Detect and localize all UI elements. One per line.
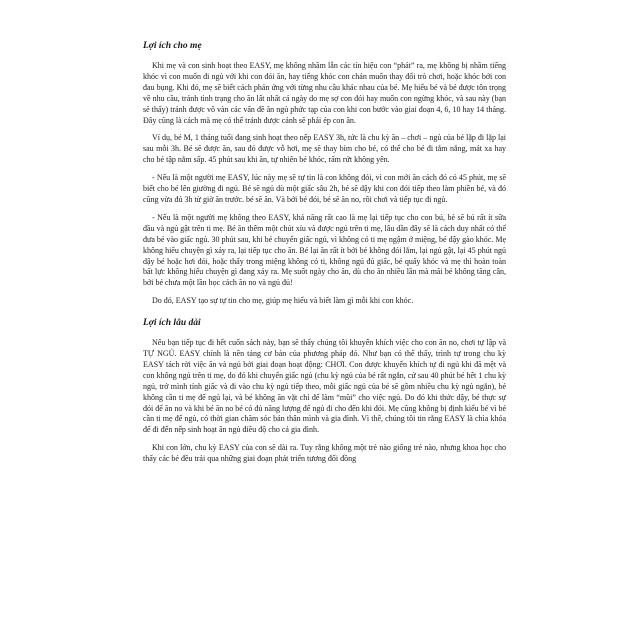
paragraph: Ví dụ, bé M, 1 tháng tuổi đang sinh hoạt theo nếp EASY 3h, tức là chu kỳ ăn – chơi – ngủ của bé lặp đi lặp lại sau mỗi 3h. Bé sẽ được ăn, sau đó được vỗ hơi, mẹ sẽ thay bỉm cho bé, có thể cho bé đi tắm nắng, mát xa hay cho bé tập nằm sấp. 45 phút sau khi ăn, tự nhiên bé khóc, rấm rứt không yên. [143, 133, 506, 165]
paragraph: Khi con lớn, chu kỳ EASY của con sẽ dài ra. Tuy rằng không một trẻ nào giống trẻ nào, nhưng khoa học cho thấy các bé đều trải qua những giai đoạn phát triển tương đối đồng [143, 443, 506, 464]
paragraph: - Nếu là một người mẹ không theo EASY, khả năng rất cao là mẹ lại tiếp tục cho con bú, bé sẽ bú rất ít sữa đầu và ngủ gật trên ti mẹ. Bé ăn thêm một chút xíu và được ngủ trên ti mẹ, lâu dần đây sẽ là cách duy nhất có thể đưa bé vào giấc ngủ. 30 phút sau, khi bé chuyển giấc ngủ, vì không có ti mẹ ngậm ở miệng, bé dậy gào khóc. Mẹ không hiểu chuyện gì xảy ra, lại tiếp tục cho ăn. Bé lại ăn rất ít bởi bé không đói lắm, lại ngủ gật, lại 45 phút ngủ dậy bé hoặc hơi đói, hoặc thấy trong miệng không có ti, không ngủ đủ giấc, bé quấy khóc và mẹ thì hoàn toàn bất lực không hiểu chuyện gì đang xảy ra. Mẹ suốt ngày cho ăn, dù cho ăn nhiều lần mà mãi bé không tăng cân, bởi bé chưa một lần học cách ăn no và ngủ đủ! [143, 212, 506, 288]
paragraph: Khi mẹ và con sinh hoạt theo EASY, mẹ không nhầm lẫn các tín hiệu con “phát” ra, mẹ không bị nhầm tiếng khóc vì con muốn đi ngủ với khi con đói ăn, hay tiếng khóc con chán muốn thay đổi trò chơi, hoặc khóc bởi con đau bụng. Khi đó, mẹ sẽ biết cách phản ứng với từng nhu cầu khác nhau của bé. Mẹ hiểu bé và bé được tôn trọng về nhu cầu, tránh tình trạng cho ăn lất nhất cả ngày do mẹ sợ con đói hay muốn con ngừng khóc, và sau này (bạn sẽ thấy) tránh được vô vàn các vấn đề ăn ngủ phức tạp của con khi con bước vào giai đoạn 4, 6, 10 hay 14 tháng. Đây cũng là cách mà mẹ có thể tránh được cảnh sẽ phải ép con ăn. [143, 61, 506, 125]
paragraph: - Nếu là một người mẹ EASY, lúc này mẹ sẽ tự tin là con không đói, vì con mới ăn cách đó có 45 phút, mẹ sẽ biết cho bé lên giường đi ngủ. Bé sẽ ngủ dù một giấc sâu 2h, bé sẽ dậy khi con đói tiếp theo làm phiền bé, và đó cũng vừa đủ 3h từ giờ ăn trước. bé sẽ ăn. Và bởi bé đói, bé sẽ ăn no, rồi chơi và tiếp tục đi ngủ. [143, 173, 506, 204]
section-heading-mother-benefits: Lợi ích cho mẹ [143, 41, 202, 51]
paragraph: Nếu bạn tiếp tục đi hết cuốn sách này, bạn sẽ thấy chúng tôi khuyến khích việc cho con ăn no, chơi tự lập và TỰ NGỦ. EASY chính là nền tảng cơ bản của phương pháp đó. Như bạn có thể thấy, trình tự trong chu kỳ EASY tách rời việc ăn và ngủ bởi giai đoạn hoạt động: CHƠI. Con được khuyến khích tự đi ngủ khi đã mệt và con không ngủ trên ti mẹ, do đó khi chuyển giấc ngủ (chu kỳ ngủ của bé rất ngắn, cứ sau 40 phút bé hết 1 chu kỳ ngủ, trở mình tỉnh giấc và đi vào chu kỳ ngủ tiếp theo, mỗi giấc ngủ của bé sẽ gồm nhiều chu kỳ ngủ ngắn), bé không cần ti mẹ để ngủ lại, và bé không ăn vặt chỉ để làm “mũi” cho việc ngủ. Do đó khi thức dậy, bé thực sự đói để ăn no và khi bé ăn no bé có đủ năng lượng để ngủ đi cho đến khi đói. Mẹ cũng không bị định kiểu bé vì bé cần ti mẹ để ngủ, có thời gian chăm sóc bản thân mình và gia đình. Vì thế, chúng tôi tin rằng EASY là chìa khóa để đi đến nếp sinh hoạt ăn ngủ điều độ cho cả gia đình. [143, 338, 506, 435]
section-heading-long-term-benefits: Lợi ích lâu dài [143, 318, 201, 329]
paragraph: Do đó, EASY tạo sự tự tin cho mẹ, giúp mẹ hiểu và biết làm gì mỗi khi con khóc. [152, 296, 414, 306]
